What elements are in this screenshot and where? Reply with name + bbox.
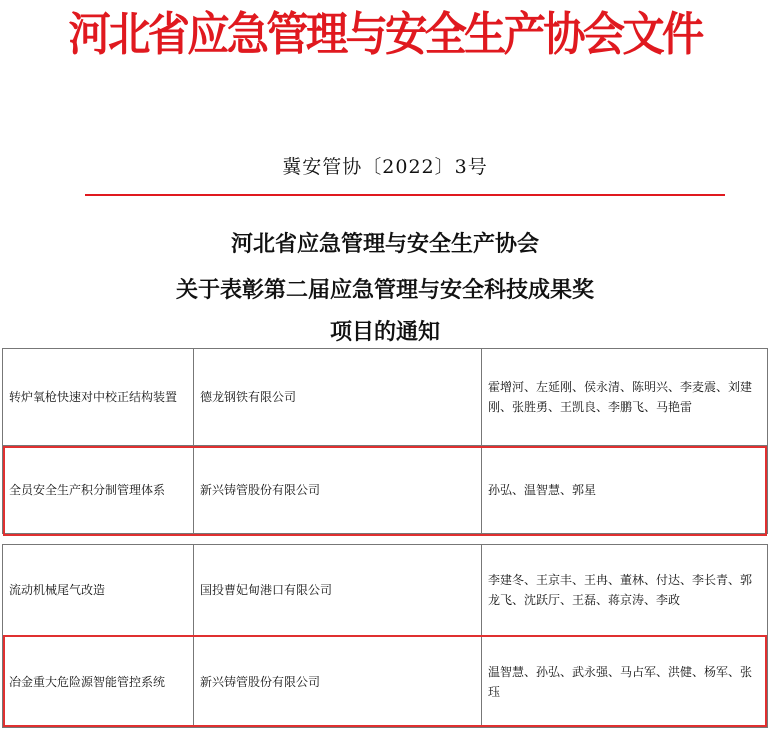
document-number: 冀安管协〔2022〕3号	[282, 156, 488, 178]
table-row	[3, 545, 768, 636]
company-cell: 德龙钢铁有限公司	[193, 349, 481, 446]
project-name-cell: 冶金重大危险源智能管控系统	[3, 636, 194, 728]
document-title-line-1: 河北省应急管理与安全生产协会	[230, 232, 539, 257]
company-cell: 新兴铸管股份有限公司	[193, 446, 481, 534]
company-cell: 新兴铸管股份有限公司	[193, 636, 481, 728]
project-name-cell: 转炉氧枪快速对中校正结构装置	[3, 349, 194, 446]
contributors-cell: 霍增河、左延刚、侯永清、陈明兴、李麦震、刘建刚、张胜勇、王凯良、李鹏飞、马艳雷	[481, 349, 767, 446]
table-row	[3, 446, 768, 534]
document-title-line-3: 项目的通知	[329, 320, 440, 345]
contributors-cell: 温智慧、孙弘、武永强、马占军、洪健、杨军、张珏	[481, 636, 767, 728]
project-name-cell: 流动机械尾气改造	[3, 545, 194, 636]
document-title-line-2: 关于表彰第二届应急管理与安全科技成果奖	[175, 278, 594, 303]
award-table-bottom	[2, 544, 768, 728]
red-divider-line	[85, 194, 725, 196]
document-masthead: 河北省应急管理与安全生产协会文件	[68, 7, 702, 61]
contributors-cell: 李建冬、王京丰、王冉、董林、付达、李长青、郭龙飞、沈跃厅、王磊、蒋京涛、李政	[481, 545, 767, 636]
award-table-top	[2, 348, 768, 534]
table-row	[3, 349, 768, 446]
table-row	[3, 636, 768, 728]
project-name-cell: 全员安全生产积分制管理体系	[3, 446, 194, 534]
company-cell: 国投曹妃甸港口有限公司	[193, 545, 481, 636]
contributors-cell: 孙弘、温智慧、郭星	[481, 446, 767, 534]
